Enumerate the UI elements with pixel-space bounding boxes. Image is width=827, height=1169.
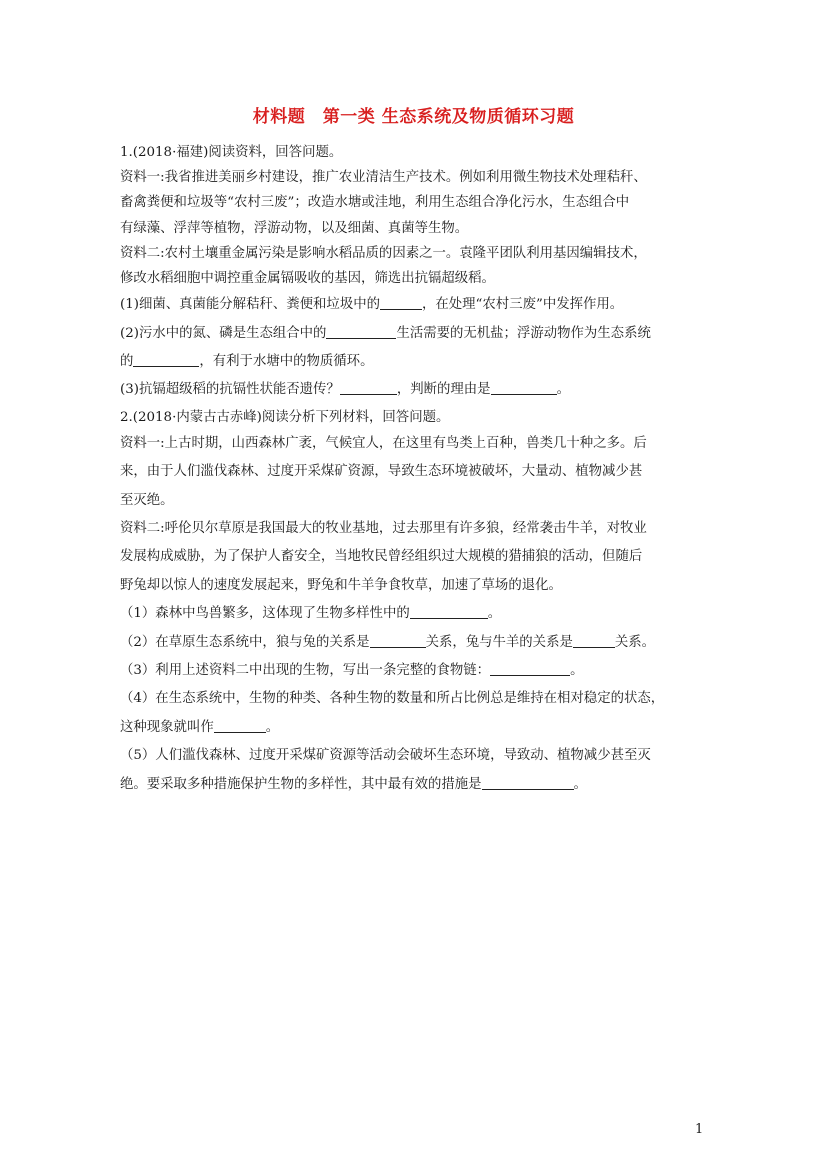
page-number: 1 — [695, 1122, 704, 1137]
q2-material1-line2: 来，由于人们滥伐森林、过度开采煤矿资源，导致生态环境被破坏，大量动、植物减少甚 — [120, 464, 643, 480]
q2-sub2: （2）在草原生态系统中，狼与兔的关系是 关系，兔与牛羊的关系是 关系。 — [120, 634, 656, 650]
q1-material2-line2: 修改水稻细胞中调控重金属镉吸收的基因，筛选出抗镉超级稻。 — [120, 270, 495, 286]
q2-sub5-cont: 绝。要采取多种措施保护生物的多样性，其中最有效的措施是 。 — [120, 776, 587, 792]
q2-material1-line1: 资料一:上古时期，山西森林广袤，气候宜人，在这里有鸟类上百种，兽类几十种之多。后 — [120, 435, 647, 451]
answer-blank[interactable] — [326, 324, 396, 339]
q1-material2-line1: 资料二:农村土壤重金属污染是影响水稻品质的因素之一。袁隆平团队利用基因编辑技术， — [120, 245, 647, 261]
answer-blank[interactable] — [491, 380, 557, 395]
answer-blank[interactable] — [573, 633, 615, 648]
answer-blank[interactable] — [482, 775, 574, 790]
answer-blank[interactable] — [370, 633, 426, 648]
q1-sub3: (3)抗镉超级稻的抗镉性状能否遗传？ ，判断的理由是 。 — [120, 382, 570, 398]
q1-material1-line2: 畜禽粪便和垃圾等“农村三废”；改造水塘或洼地，利用生态组合净化污水，生态组合中 — [120, 195, 630, 211]
q2-sub4-cont: 这种现象就叫作 。 — [120, 719, 280, 735]
q2-header: 2.(2018·内蒙古古赤峰)阅读分析下列材料，回答问题。 — [120, 409, 450, 425]
answer-blank[interactable] — [340, 380, 397, 395]
q1-sub2: (2)污水中的氮、磷是生态组合中的 生活需要的无机盐；浮游动物作为生态系统 — [120, 325, 651, 341]
q2-material2-line1: 资料二:呼伦贝尔草原是我国最大的牧业基地，过去那里有许多狼，经常袭击牛羊，对牧业 — [120, 521, 647, 537]
answer-blank[interactable] — [410, 604, 488, 619]
answer-blank[interactable] — [133, 352, 199, 367]
q2-material2-line3: 野兔却以惊人的速度发展起来，野兔和牛羊争食牧草，加速了草场的退化。 — [120, 577, 562, 593]
page-title: 材料题 第一类 生态系统及物质循环习题 — [252, 107, 575, 127]
q2-material1-line3: 至灭绝。 — [120, 492, 174, 508]
answer-blank[interactable] — [490, 661, 570, 676]
document-body — [120, 140, 716, 799]
q2-sub1: （1）森林中鸟兽繁多，这体现了生物多样性中的 。 — [120, 606, 502, 622]
q1-sub2-cont: 的 ，有利于水塘中的物质循环。 — [120, 353, 374, 369]
q2-sub3: （3）利用上述资料二中出现的生物，写出一条完整的食物链： 。 — [120, 663, 584, 678]
q1-material1-line1: 资料一:我省推进美丽乡村建设，推广农业清洁生产技术。例如利用微生物技术处理秸秆、 — [120, 170, 647, 186]
q1-sub1: (1)细菌、真菌能分解秸秆、粪便和垃圾中的 ，在处理“农村三废”中发挥作用。 — [120, 297, 624, 313]
q1-header: 1.(2018·福建)阅读资料，回答问题。 — [120, 145, 343, 160]
q2-material2-line2: 发展构成威胁，为了保护人畜安全，当地牧民曾经组织过大规模的猎捕狼的活动，但随后 — [120, 549, 643, 565]
answer-blank[interactable] — [380, 295, 422, 310]
q1-material1-line3: 有绿藻、浮萍等植物，浮游动物，以及细菌、真菌等生物。 — [120, 220, 469, 236]
q2-sub4: （4）在生态系统中，生物的种类、各种生物的数量和所占比例总是维持在相对稳定的状态， — [120, 691, 665, 707]
q2-sub5: （5）人们滥伐森林、过度开采煤矿资源等活动会破坏生态环境，导致动、植物减少甚至灭 — [120, 748, 651, 764]
answer-blank[interactable] — [214, 718, 266, 733]
